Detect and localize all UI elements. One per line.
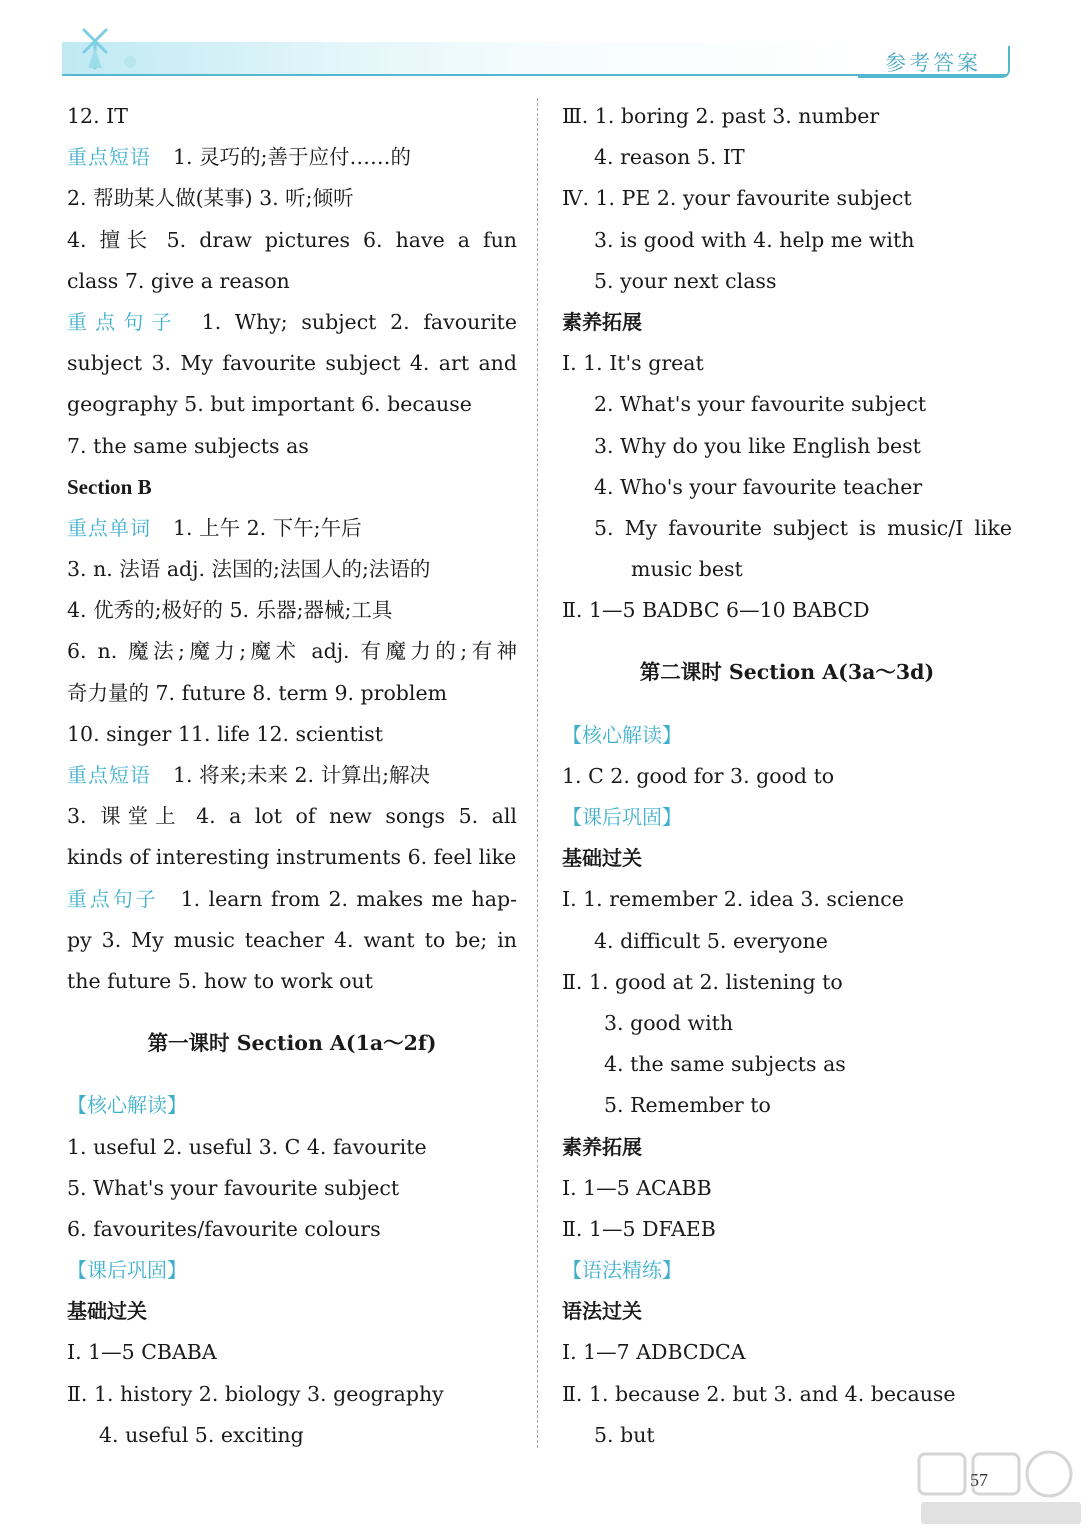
subheading: 基础过关 (562, 846, 642, 871)
answer-text: 1. C 2. good for 3. good to (562, 763, 835, 788)
left-answer-line (67, 961, 517, 1002)
answer-text: Ⅰ. 1—5 CBABA (67, 1340, 217, 1365)
answer-text: 1. learn from 2. makes me hap- (180, 886, 517, 911)
answer-text: 1. 灵巧的;善于应付……的 (173, 145, 411, 170)
right-answer-line (562, 797, 1012, 838)
right-answer-line (562, 1250, 1012, 1291)
answer-text: Ⅱ. 1—5 DFAEB (562, 1216, 716, 1241)
right-answer-line (562, 962, 1012, 1003)
left-answer-line (67, 837, 517, 878)
section-heading: Section B (67, 474, 152, 499)
right-answer-line (562, 426, 1012, 467)
watermark-logo (915, 1448, 1085, 1528)
answer-text: Ⅰ. 1. It's great (562, 351, 704, 376)
right-answer-line (562, 921, 1012, 962)
left-answer-line (67, 1023, 517, 1064)
answer-text: 4. 擅长 5. draw pictures 6. have a fun (67, 227, 517, 252)
section-label: 重点短语 (67, 763, 151, 787)
bracket-heading: 【核心解读】 (67, 1093, 187, 1118)
answer-text: 1. 上午 2. 下午;午后 (173, 515, 362, 540)
section-label: 重点短语 (67, 145, 151, 170)
left-answer-line (67, 1209, 517, 1250)
left-answer-line (67, 920, 517, 961)
right-column (562, 96, 1012, 1456)
left-answer-line (67, 714, 517, 755)
answer-text: 1. Why; subject 2. favourite (201, 309, 517, 334)
header-title: 参考答案 (885, 51, 981, 75)
right-answer-line (562, 508, 1012, 549)
answer-text: geography 5. but important 6. because (67, 392, 472, 417)
answer-text: 6. favourites/favourite colours (67, 1216, 381, 1241)
answer-text: Ⅱ. 1. good at 2. listening to (562, 969, 843, 994)
right-answer-line (562, 1332, 1012, 1373)
line-gap (67, 1002, 517, 1023)
bracket-heading: 【语法精练】 (562, 1258, 682, 1283)
left-answer-line (67, 508, 517, 549)
answer-text: Ⅰ. 1—5 ACABB (562, 1175, 712, 1200)
left-answer-line (67, 1127, 517, 1168)
right-answer-line (562, 261, 1012, 302)
right-answer-line (562, 384, 1012, 425)
answer-text: 4. Who's your favourite teacher (594, 474, 923, 499)
answer-text: 奇力量的 7. future 8. term 9. problem (67, 680, 448, 705)
subheading: 素养拓展 (562, 1134, 642, 1159)
answer-text: 3. n. 法语 adj. 法国的;法国人的;法语的 (67, 557, 431, 582)
left-answer-line (67, 467, 517, 508)
left-column (67, 96, 517, 1456)
right-answer-line (562, 178, 1012, 219)
left-answer-line (67, 796, 517, 837)
lesson-title: 第二课时 Section A(3a～3d) (639, 660, 935, 685)
right-answer-line (562, 96, 1012, 137)
answer-text: 3. good with (604, 1010, 734, 1035)
answer-text: 5. your next class (594, 268, 777, 293)
line-gap (562, 631, 1012, 652)
lesson-title: 第一课时 Section A(1a～2f) (147, 1031, 437, 1056)
left-answer-line (67, 261, 517, 302)
answer-text: 4. difficult 5. everyone (594, 928, 828, 953)
bracket-heading: 【课后巩固】 (67, 1258, 187, 1283)
answer-text: py 3. My music teacher 4. want to be; in (67, 927, 517, 952)
column-divider (537, 98, 538, 1448)
left-answer-line (67, 137, 517, 178)
answer-text: Ⅰ. 1—7 ADBCDCA (562, 1340, 746, 1365)
left-answer-line (67, 755, 517, 796)
answer-text: Ⅰ. 1. remember 2. idea 3. science (562, 887, 904, 912)
left-answer-line (67, 1415, 517, 1456)
answer-text: 4. the same subjects as (604, 1052, 846, 1077)
answer-text: 12. IT (67, 104, 128, 128)
header-band (62, 42, 862, 76)
right-answer-line (562, 1127, 1012, 1168)
answer-text: Ⅱ. 1. because 2. but 3. and 4. because (562, 1381, 956, 1406)
right-answer-line (562, 756, 1012, 797)
right-answer-line (562, 343, 1012, 384)
answer-text: 3. 课堂上 4. a lot of new songs 5. all (67, 804, 517, 829)
left-answer-line (67, 1168, 517, 1209)
left-answer-line (67, 1291, 517, 1332)
answer-text: kinds of interesting instruments 6. feel like (67, 845, 517, 870)
right-answer-line (562, 879, 1012, 920)
left-answer-line (67, 631, 517, 672)
answer-text: Ⅱ. 1. history 2. biology 3. geography (67, 1381, 444, 1406)
right-answer-line (562, 137, 1012, 178)
windmill-icon (62, 24, 172, 78)
answer-text: music best (631, 557, 743, 582)
left-answer-line (67, 1250, 517, 1291)
page-number: 57 (970, 1470, 988, 1490)
line-gap (67, 1064, 517, 1085)
answer-text: class 7. give a reason (67, 268, 290, 293)
answer-text: 1. useful 2. useful 3. C 4. favourite (67, 1134, 427, 1159)
answer-text: 4. useful 5. exciting (99, 1422, 304, 1447)
left-answer-line (67, 343, 517, 384)
answer-text: 1. 将来;未来 2. 计算出;解决 (173, 763, 430, 787)
answer-text: 4. reason 5. IT (594, 145, 745, 170)
answer-text: Ⅳ. 1. PE 2. your favourite subject (562, 186, 912, 211)
answer-text: 2. 帮助某人做(某事) 3. 听;倾听 (67, 186, 354, 211)
left-answer-line (67, 178, 517, 219)
right-answer-line (562, 220, 1012, 261)
right-answer-line (562, 838, 1012, 879)
left-answer-line (67, 1085, 517, 1126)
answer-text: 4. 优秀的;极好的 5. 乐器;器械;工具 (67, 598, 393, 623)
answer-text: 5. Remember to (604, 1093, 771, 1118)
subheading: 基础过关 (67, 1299, 147, 1324)
right-answer-line (562, 549, 1012, 590)
right-answer-line (562, 590, 1012, 631)
right-answer-line (562, 1003, 1012, 1044)
left-answer-line (67, 879, 517, 920)
bracket-heading: 【课后巩固】 (562, 805, 682, 829)
left-answer-line (67, 302, 517, 343)
left-answer-line (67, 220, 517, 261)
section-label: 重点句子 (67, 309, 180, 334)
left-answer-line (67, 426, 517, 467)
answer-text: Ⅱ. 1—5 BADBC 6—10 BABCD (562, 598, 870, 623)
answer-text: 6. n. 魔法;魔力;魔术 adj. 有魔力的;有神 (67, 639, 517, 664)
right-answer-line (562, 715, 1012, 756)
left-answer-line (67, 1374, 517, 1415)
page-header (0, 0, 1092, 90)
left-answer-line (67, 1332, 517, 1373)
subheading: 素养拓展 (562, 309, 642, 334)
right-answer-line (562, 467, 1012, 508)
answer-text: 7. the same subjects as (67, 433, 309, 458)
line-gap (562, 694, 1012, 715)
right-answer-line (562, 1044, 1012, 1085)
section-label: 重点句子 (67, 886, 159, 911)
answer-text: 5. My favourite subject is music/I like (594, 515, 1012, 540)
left-answer-line (67, 549, 517, 590)
right-answer-line (562, 1085, 1012, 1126)
right-answer-line (562, 652, 1012, 693)
answer-text: 5. What's your favourite subject (67, 1175, 400, 1200)
answer-text: 10. singer 11. life 12. scientist (67, 721, 383, 746)
answer-text: the future 5. how to work out (67, 968, 373, 993)
answer-text: subject 3. My favourite subject 4. art and (67, 351, 517, 376)
right-answer-line (562, 1168, 1012, 1209)
right-answer-line (562, 302, 1012, 343)
left-answer-line (67, 590, 517, 631)
answer-text: 5. but (594, 1422, 655, 1447)
subheading: 语法过关 (562, 1299, 642, 1324)
answer-text: 2. What's your favourite subject (594, 392, 927, 417)
answer-text: 3. Why do you like English best (594, 433, 921, 458)
left-answer-line (67, 384, 517, 425)
right-answer-line (562, 1291, 1012, 1332)
right-answer-line (562, 1209, 1012, 1250)
left-answer-line (67, 96, 517, 137)
section-label: 重点单词 (67, 515, 151, 540)
answer-text: Ⅲ. 1. boring 2. past 3. number (562, 104, 880, 128)
right-answer-line (562, 1374, 1012, 1415)
answer-text: 3. is good with 4. help me with (594, 227, 915, 252)
left-answer-line (67, 673, 517, 714)
bracket-heading: 【核心解读】 (562, 722, 682, 747)
